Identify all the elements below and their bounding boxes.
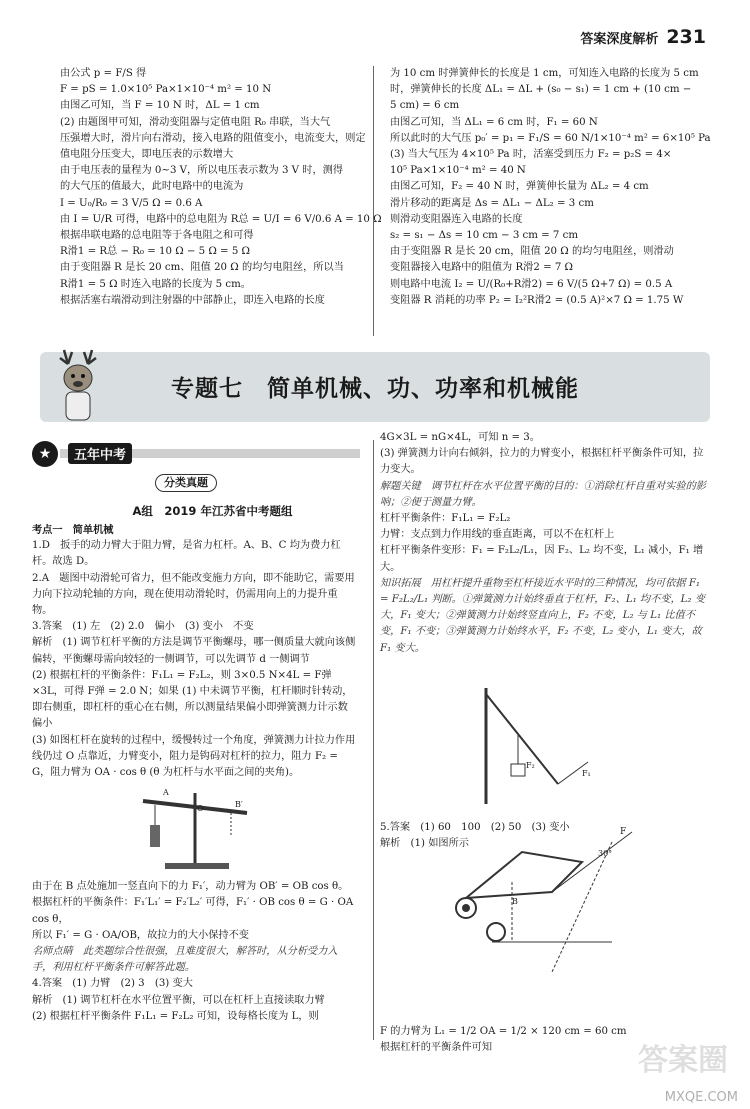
callout-paragraph: 名师点睛 此类题综合性很强，且难度很大，解答时，从分析受力入手，利用杠杆平衡条件可解答此题。 [32,946,338,974]
text-line: 根据活塞右端滑动到注射器的中部静止，即连入电路的长度 [60,294,325,306]
bottom-left-part-1 [32,522,357,781]
paragraph: 根据杠杆的平衡条件可知 [380,1042,493,1054]
chapter-title: 专题七 简单机械、功、功率和机械能 [171,376,579,402]
chapter-banner [40,352,710,422]
text-line: 的大气压的值最大，此时电路中的电流为 [60,181,244,193]
paragraph: (3) 如图杠杆在旋转的过程中，缓慢转过一个角度，弹簧测力计拉力作用线仍过 O 点靠近，力臂变小，阻力是钩码对杠杆的拉力，阻力 F₂ = G，阻力臂为 OA · cos θ (θ 为杠杆与水平面之间的夹角)。 [32,734,356,779]
paragraph: 解析 (1) 调节杠杆在水平位置平衡，可以在杠杆上直接读取力臂 [32,994,325,1006]
paragraph: 考点一 简单机械 [32,524,114,536]
paragraph: (2) 根据杠杆的平衡条件：F₁L₁ = F₂L₂，则 3×0.5 N×4L = F弹×3L，可得 F弹 = 2.0 N；如果 (1) 中未调节平衡，杠杆顺时针转动，即右侧重，即杠杆的重心在右侧，所以测量结果偏小即弹簧测力计示数偏小 [32,669,353,730]
svg-text:B′: B′ [235,800,243,809]
lever-wall-figure-icon [478,684,598,808]
paragraph: 力臂：支点到力作用线的垂直距离，可以不在杠杆上 [380,529,615,541]
paragraph: 杠杆平衡条件变形：F₁ = F₂L₂/L₁，因 F₂、L₂ 均不变，L₁ 减小，F₁ 增大。 [380,545,704,573]
text-line: (2) 由题图甲可知，滑动变阻器与定值电阻 R₀ 串联，当大气 [60,116,331,128]
paragraph: F 的力臂为 L₁ = 1/2 OA = 1/2 × 120 cm = 60 cm [380,1026,627,1037]
bottom-left-part-2 [32,879,357,1025]
text-line: 5 cm) = 6 cm [390,100,460,112]
text-line: 由 I = U/R 可得，电路中的总电阻为 R总 = U/I = 6 V/0.6 A = 10 Ω [60,213,382,225]
paragraph: 由于在 B 点处施加一竖直向下的力 F₁′，动力臂为 OB′ = OB cos θ。 [32,881,349,893]
text-line: 变阻器接入电路中的阻值为 R滑2 = 7 Ω [390,262,574,274]
column-divider [373,66,374,336]
paragraph: 5.答案 (1) 60 100 (2) 50 (3) 变小 [380,822,570,833]
lever-figure-icon [135,783,260,873]
sub-tag: 分类真题 [155,474,217,492]
paragraph: 根据杠杆的平衡条件：F₁′L₁′ = F₂′L₂′ 可得，F₁′ · OB cos θ = G · OA cos θ， [32,897,354,925]
paragraph: 所以 F₁′ = G · OA/OB，故拉力的大小保持不变 [32,929,249,941]
svg-text:30°: 30° [598,849,613,858]
paragraph: 4.答案 (1) 力臂 (2) 3 (3) 变大 [32,978,193,990]
watermark-logo: 答案圈 [638,1043,728,1078]
page-header [580,26,706,48]
paragraph: 解析 (1) 如图所示 [380,838,469,850]
text-line: F = pS = 1.0×10⁵ Pa×1×10⁻⁴ m² = 10 N [60,84,272,96]
page-number: 231 [666,26,706,48]
top-right-column [390,66,711,309]
svg-text:F: F [620,827,627,837]
text-line: R滑1 = R总 − R₀ = 10 Ω − 5 Ω = 5 Ω [60,246,250,258]
text-line: 压强增大时，滑片向右滑动，接入电路的阻值变小，电流变大，则定 [60,132,366,144]
column-divider-lower [373,440,374,1040]
paragraph: 2.A 题图中动滑轮可省力，但不能改变施力方向，即不能助它，需要用力向下拉动轮轴的方向，现在使用动滑轮时，仍需用向上的力提升重物。 [32,572,355,617]
text-line: 由图乙可知，当 F = 10 N 时，ΔL = 1 cm [60,100,260,112]
svg-text:F₂: F₂ [526,761,535,770]
svg-text:B: B [512,897,518,906]
star-icon: ★ [32,441,58,467]
svg-text:O: O [197,804,204,813]
header-title: 答案深度解析 [580,32,659,47]
paragraph: 4G×3L = nG×4L，可知 n = 3。 [380,432,540,443]
section-badge [30,441,360,467]
svg-text:A: A [163,788,169,797]
text-line: 由于电压表的量程为 0~3 V，所以电压表示数为 3 V 时，测得 [60,165,344,177]
text-line: 由图乙可知，F₂ = 40 N 时，弹簧伸长量为 ΔL₂ = 4 cm [390,181,649,193]
bottom-right-part-1 [380,430,710,657]
paragraph: 1.D 扳手的动力臂大于阻力臂，是省力杠杆。A、B、C 均为费力杠杆。故选 D。 [32,540,341,568]
text-line: 为 10 cm 时弹簧伸长的长度是 1 cm，可知连入电路的长度为 5 cm [390,68,699,79]
section-badge-label: 五年中考 [68,443,132,464]
text-line: 由于变阻器 R 是长 20 cm，阻值 20 Ω 的均匀电阻丝，则滑动 [390,246,674,258]
paragraph: (2) 根据杠杆平衡条件 F₁L₁ = F₂L₂ 可知，设每格长度为 L，则 [32,1010,319,1022]
callout-paragraph: 知识拓展 用杠杆提升重物至杠杆接近水平时的三种情况，均可依据 F₁ = F₂L₂/L₁ 判断。①弹簧测力计始终垂直于杠杆，F₂、L₁ 均不变，L₂ 变大，F₁ 变大；②弹簧测力计始终竖直向上，F₂ 不变，L₂ 与 L₁ 比值不变，F₁ 不变；③弹簧测力计始终水平，F₂ 不变，L₂ 变小，L₁ 变大，故 F₁ 变大。 [380,577,705,654]
text-line: 由公式 p = F/S 得 [60,68,147,79]
text-line: R滑1 = 5 Ω 时连入电路的长度为 5 cm。 [60,278,251,290]
callout-paragraph: 解题关键 调节杠杆在水平位置平衡的目的：①消除杠杆自重对实验的影响；②便于测量力臂。 [380,480,706,508]
text-line: 值电阻分压变大，即电压表的示数增大 [60,149,234,161]
wheelbarrow-figure-icon [452,822,642,972]
bottom-left-column [32,522,357,1025]
paragraph: (3) 弹簧测力计向右倾斜，拉力的力臂变小，根据杠杆平衡条件可知，拉力变大。 [380,448,704,476]
text-line: (3) 当大气压为 4×10⁵ Pa 时，活塞受到压力 F₂ = p₂S = 4× [390,149,672,161]
text-line: 则电路中电流 I₂ = U/(R₀+R滑2) = 6 V/(5 Ω+7 Ω) = 0.5 A [390,278,673,290]
paragraph: 解析 (1) 调节杠杆平衡的方法是调节平衡螺母，哪一侧质量大就向该侧偏转，平衡螺母需向较轻的一侧调节，可以先调节 d 一侧调节 [32,637,356,665]
text-line: 10⁵ Pa×1×10⁻⁴ m² = 40 N [390,165,526,177]
group-title: A组 2019 年江苏省中考题组 [132,504,293,518]
text-line: 由于变阻器 R 是长 20 cm、阻值 20 Ω 的均匀电阻丝，所以当 [60,262,344,274]
text-line: 时，弹簧伸长的长度 ΔL₁ = ΔL + (s₀ − s₁) = 1 cm + (10 cm − [390,84,692,96]
text-line: s₂ = s₁ − Δs = 10 cm − 3 cm = 7 cm [390,230,579,242]
text-line: 根据串联电路的总电阻等于各电阻之和可得 [60,230,254,242]
paragraph: 3.答案 (1) 左 (2) 2.0 偏小 (3) 变小 不变 [32,621,254,633]
watermark-text: MXQE.COM [664,1090,738,1105]
paragraph: 杠杆平衡条件：F₁L₁ = F₂L₂ [380,513,511,525]
bottom-right-column [380,430,710,657]
text-line: 滑片移动的距离是 Δs = ΔL₁ − ΔL₂ = 3 cm [390,197,594,209]
text-line: I = U₀/R₀ = 3 V/5 Ω = 0.6 A [60,197,203,209]
text-line: 变阻器 R 消耗的功率 P₂ = I₂²R滑2 = (0.5 A)²×7 Ω = 1.75 W [390,294,684,306]
svg-text:F₁: F₁ [582,769,591,778]
top-left-column [60,66,382,309]
text-line: 由图乙可知，当 ΔL₁ = 6 cm 时，F₁ = 60 N [390,116,598,128]
text-line: 则滑动变阻器连入电路的长度 [390,213,523,225]
text-line: 所以此时的大气压 p₀′ = p₁ = F₁/S = 60 N/1×10⁻⁴ m² = 6×10⁵ Pa [390,132,711,144]
